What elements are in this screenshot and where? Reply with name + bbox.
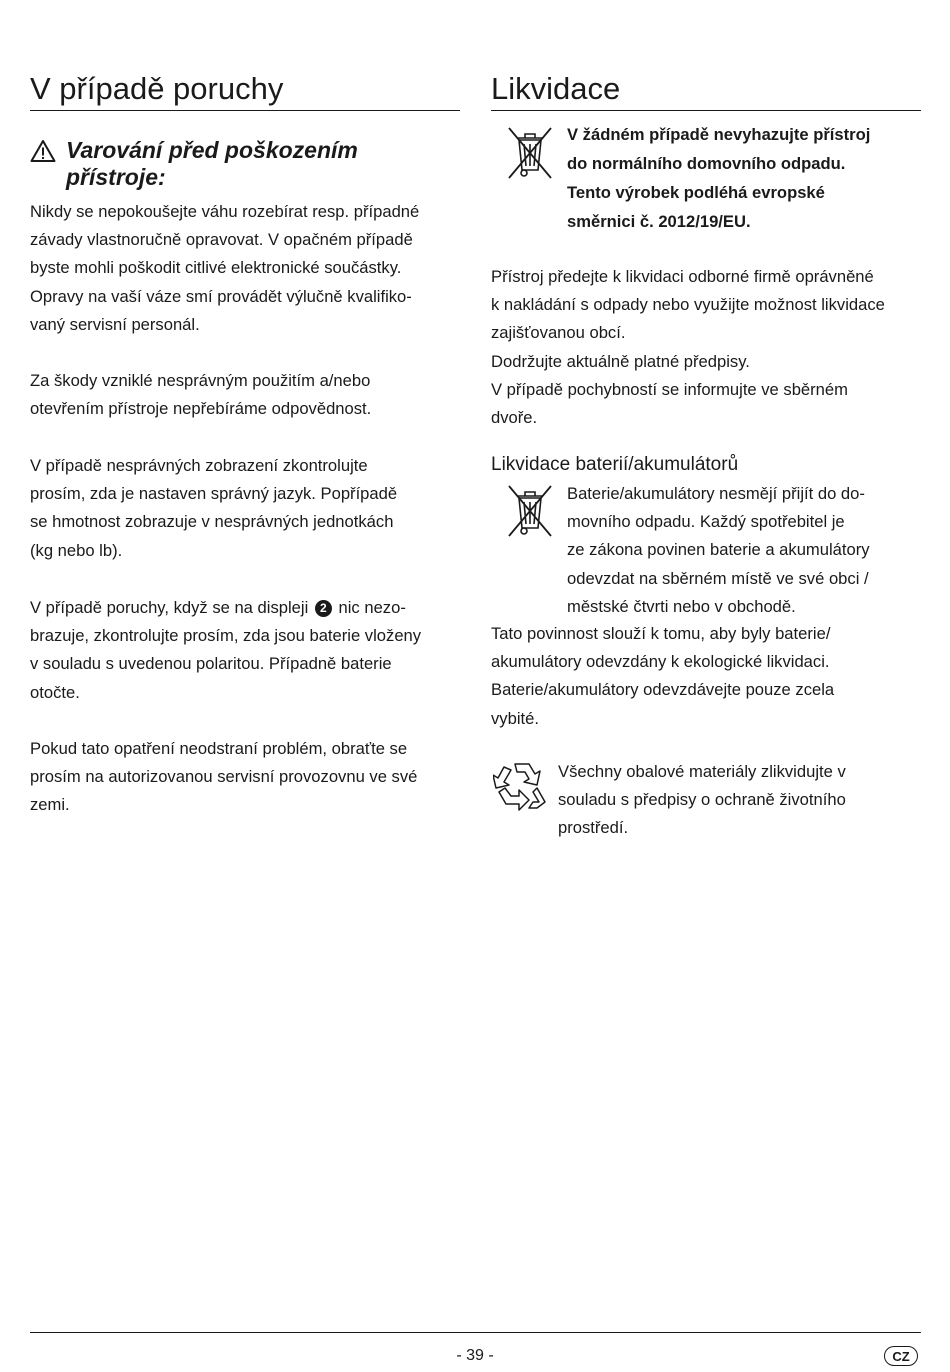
warning-triangle-icon [30,139,56,163]
section-title-malfunction: V případě poruchy [30,70,460,111]
display-marker-2: 2 [315,600,332,617]
paragraph-no-display: V případě poruchy, když se na displeji 2 nic nezo- brazuje, zkontrolujte prosím, zda jsou baterie vloženy v souladu s uvedenou polaritou. Případně baterie otočte. [30,598,422,702]
warning-heading-line1: Varování před poškozením [66,137,358,163]
weee-notice: V žádném případě nevyhazujte přístroj do normálního domovního odpadu. Tento výrobek podléhá evropské směrnici č. 2012/19/EU. [567,125,871,231]
recycling-arrows-icon [493,758,551,814]
section-title-disposal: Likvidace [491,70,921,111]
language-badge: CZ [884,1346,918,1366]
warning-heading [30,137,460,191]
paragraph-battery-disposal: Baterie/akumulátory nesmějí přijít do do- movního odpadu. Každý spotřebitel je ze zákona povinen baterie a akumulátory odevzdat na sběrném místě ve své obci / městské čtvrti nebo v obchodě. [567,484,870,616]
page-number: - 39 - [456,1347,494,1364]
battery-disposal-title: Likvidace baterií/akumulátorů [491,454,739,475]
paragraph-liability: Za škody vzniklé nesprávným použitím a/nebo otevřením přístroje nepřebíráme odpovědnost. [30,371,372,419]
paragraph-disassembly: Nikdy se nepokoušejte váhu rozebírat resp. případné závady vlastnoručně opravovat. V opačném případě byste mohli poškodit citlivé elektronické součástky. Opravy na vaší váze smí provádět výlučně kvalifiko- vaný servisní personál. [30,202,420,334]
paragraph-disposal: Přístroj předejte k likvidaci odborné firmě oprávněné k nakládání s odpady nebo využijte možnost likvidace zajišťovanou obcí. Dodržujte aktuálně platné předpisy. V případě pochybností se informujte ve sběrném dvoře. [491,267,885,428]
paragraph-battery-obligation: Tato povinnost slouží k tomu, aby byly baterie/ akumulátory odevzdány k ekologické likvidaci. Baterie/akumulátory odevzdávejte pouze zcela vybité. [491,624,835,728]
crossed-out-wheelie-bin-icon [503,482,557,540]
footer-divider [30,1332,921,1333]
paragraph-packaging: Všechny obalové materiály zlikvidujte v souladu s předpisy o ochraně životního prostředí. [558,762,846,838]
paragraph-incorrect-display: V případě nesprávných zobrazení zkontrolujte prosím, zda je nastaven správný jazyk. Popřípadě se hmotnost zobrazuje v nesprávných jednotkách (kg nebo lb). [30,456,398,560]
paragraph-service: Pokud tato opatření neodstraní problém, obraťte se prosím na autorizovanou servisní provozovnu ve své zemi. [30,739,418,815]
warning-heading-line2: přístroje: [66,164,166,190]
crossed-out-wheelie-bin-icon [503,124,557,182]
